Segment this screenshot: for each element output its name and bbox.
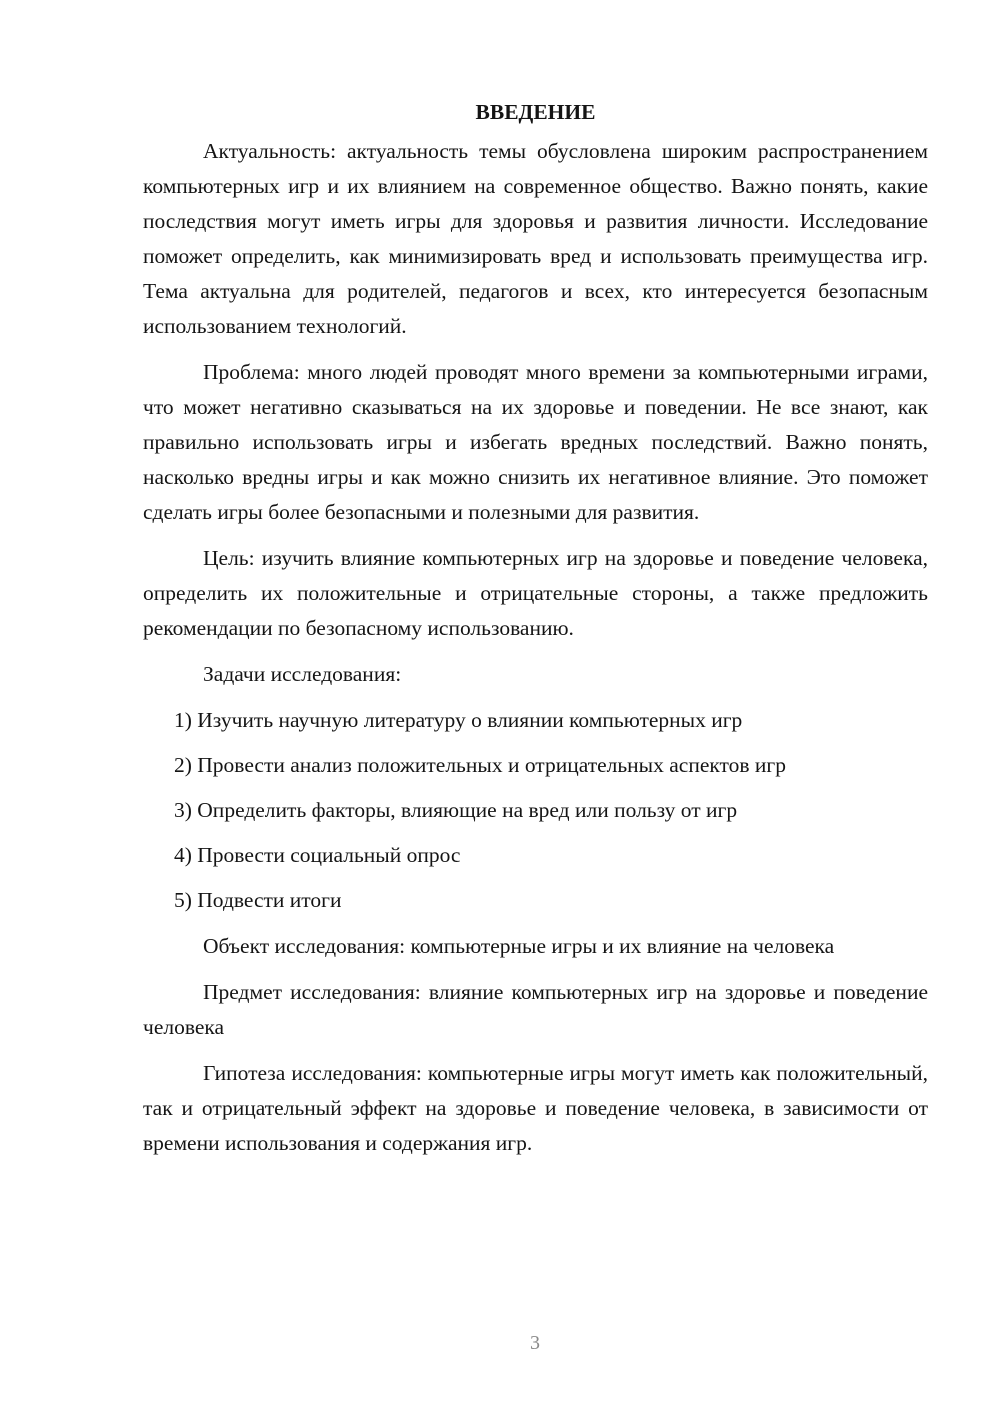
tasks-list <box>143 703 928 918</box>
task-item: 2) Провести анализ положительных и отрицательных аспектов игр <box>174 753 787 777</box>
task-item: 4) Провести социальный опрос <box>174 843 461 867</box>
tasks-heading: Задачи исследования: <box>203 662 402 686</box>
subject-paragraph: Предмет исследования: влияние компьютерных игр на здоровье и поведение человека <box>143 980 928 1039</box>
document-page <box>143 90 928 1172</box>
section-title: ВВЕДЕНИЕ <box>475 100 596 124</box>
page-number: 3 <box>530 1332 540 1354</box>
object-paragraph: Объект исследования: компьютерные игры и их влияние на человека <box>203 934 835 958</box>
goal-paragraph: Цель: изучить влияние компьютерных игр на здоровье и поведение человека, определить их положительные и отрицательные стороны, а также предложить рекомендации по безопасному использованию. <box>143 546 928 640</box>
task-item: 1) Изучить научную литературу о влиянии компьютерных игр <box>174 708 743 732</box>
hypothesis-paragraph: Гипотеза исследования: компьютерные игры могут иметь как положительный, так и отрицательный эффект на здоровье и поведение человека, в зависимости от времени использования и содержания игр. <box>143 1061 928 1155</box>
problem-paragraph: Проблема: много людей проводят много времени за компьютерными играми, что может негативно сказываться на их здоровье и поведении. Не все знают, как правильно использовать игры и избегать вредных последствий. Важно понять, насколько вредны игры и как можно снизить их негативное влияние. Это поможет сделать игры более безопасными и полезными для развития. <box>143 360 928 524</box>
task-item: 5) Подвести итоги <box>174 888 342 912</box>
task-item: 3) Определить факторы, влияющие на вред или пользу от игр <box>174 798 738 822</box>
relevance-paragraph: Актуальность: актуальность темы обусловлена широким распространением компьютерных игр и их влиянием на современное общество. Важно понять, какие последствия могут иметь игры для здоровья и развития личности. Исследование поможет определить, как минимизировать вред и использовать преимущества игр. Тема актуальна для родителей, педагогов и всех, кто интересуется безопасным использованием технологий. <box>143 139 928 338</box>
